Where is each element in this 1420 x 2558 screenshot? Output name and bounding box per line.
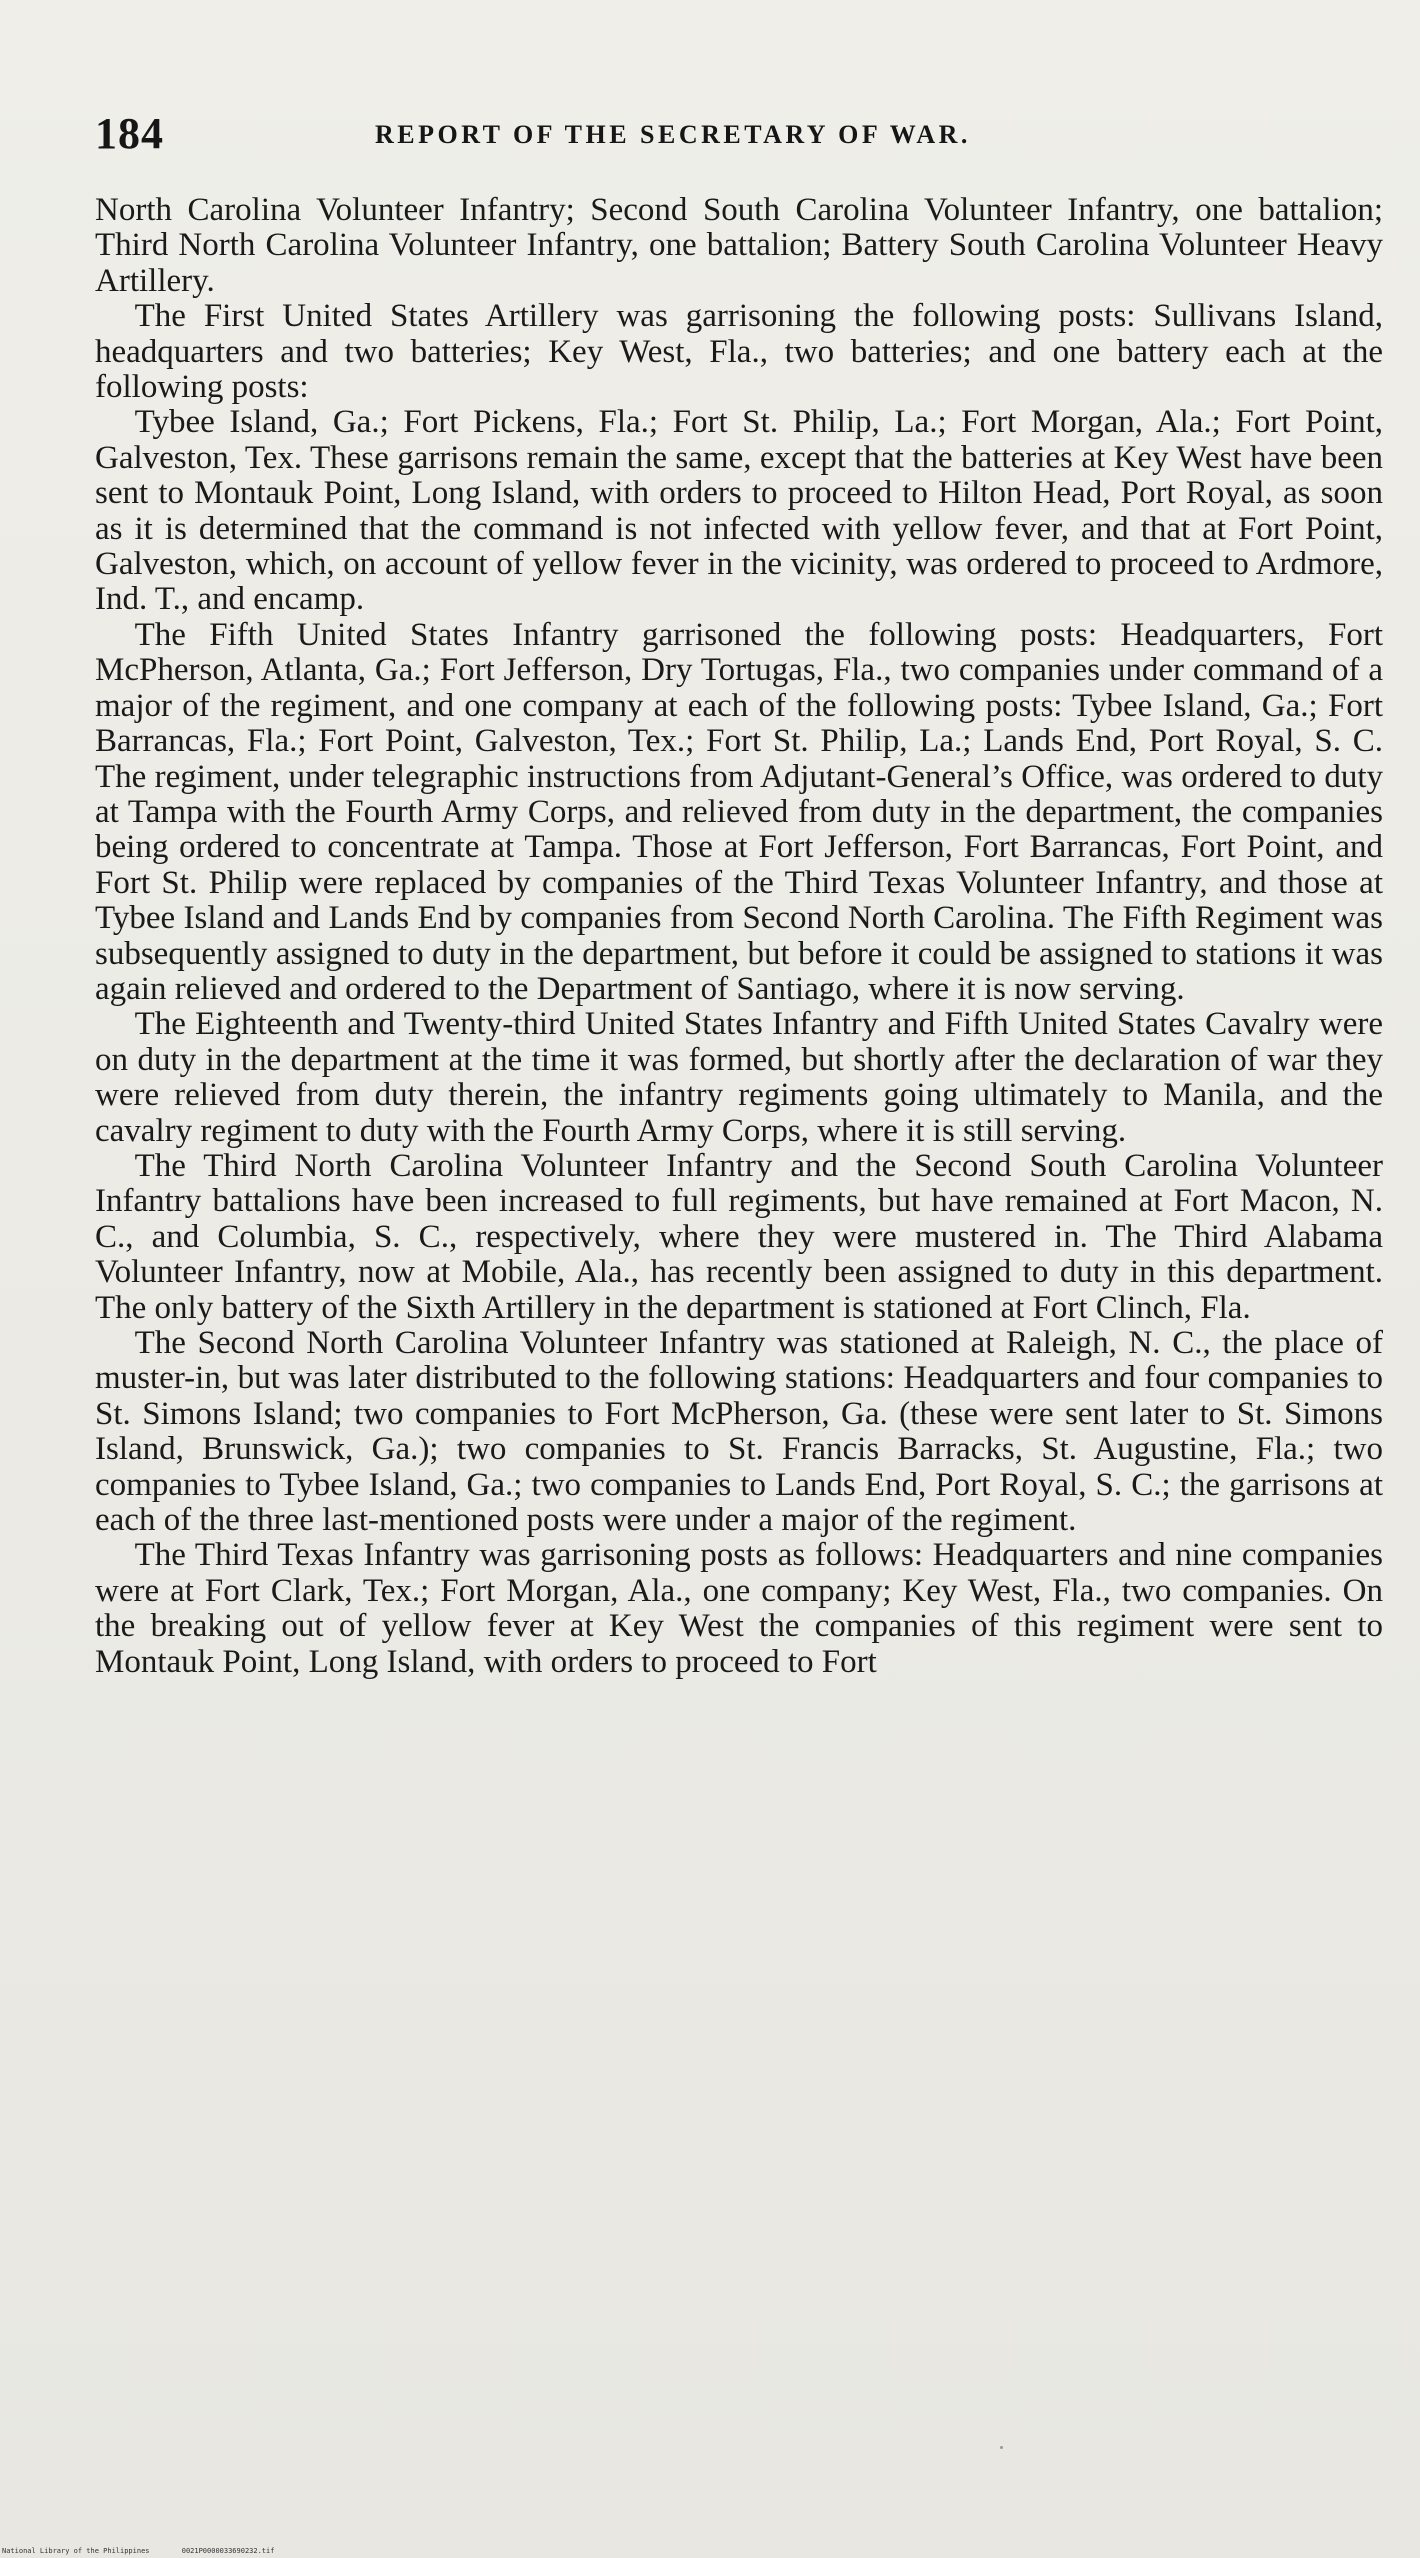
footer-source: National Library of the Philippines: [2, 2547, 150, 2555]
footer-file-id: 0021P0000033690232.tif: [181, 2547, 275, 2555]
scan-speck: [1000, 2446, 1003, 2449]
paragraph-third-texas: The Third Texas Infantry was garrisoning posts as follows: Headquarters and nine companies were at Fort Clark, Tex.; Fort Morgan, Ala., one company; Key West, Fla., two companies. On the breaking out of yellow fever at Key West the companies of this regiment were sent to Montauk Point, Long Island, with orders to proceed to Fort: [95, 1537, 1383, 1680]
scan-footer: [2, 2547, 274, 2555]
paragraph-fifth-infantry: The Fifth United States Infantry garrisoned the following posts: Headquarters, Fort McPherson, Atlanta, Ga.; Fort Jefferson, Dry Tortugas, Fla., two companies under command of a major of the regiment, and one company at each of the following posts: Tybee Island, Ga.; Fort Barrancas, Fla.; Fort Point, Galveston, Tex.; Fort St. Philip, La.; Lands End, Port Royal, S. C. The regiment, under telegraphic instructions from Adjutant-General’s Office, was ordered to duty at Tampa with the Fourth Army Corps, and relieved from duty in the department, the companies being ordered to concentrate at Tampa. Those at Fort Jefferson, Fort Barrancas, Fort Point, and Fort St. Philip were replaced by companies of the Third Texas Volunteer Infantry, and those at Tybee Island and Lands End by companies from Second North Carolina. The Fifth Regiment was subsequently assigned to duty in the department, but before it could be assigned to stations it was again relieved and ordered to the Department of Santiago, where it is now serving.: [95, 616, 1383, 1007]
paragraph-continuation: North Carolina Volunteer Infantry; Second South Carolina Volunteer Infantry, one battalion; Third North Carolina Volunteer Infantry, one battalion; Battery South Carolina Volunteer Heavy Artillery.: [95, 192, 1383, 299]
paragraph-first-artillery: The First United States Artillery was garrisoning the following posts: Sullivans Island, headquarters and two batteries; Key West, Fla., two batteries; and one battery each at the following posts:: [95, 298, 1383, 406]
running-head: REPORT OF THE SECRETARY OF WAR.: [375, 120, 971, 149]
paragraph-second-north-carolina: The Second North Carolina Volunteer Infantry was stationed at Raleigh, N. C., the place of muster-in, but was later distributed to the following stations: Headquarters and four companies to St. Simons Island; two companies to Fort McPherson, Ga. (these were sent later to St. Simons Island, Brunswick, Ga.); two companies to St. Francis Barracks, St. Augustine, Fla.; two companies to Tybee Island, Ga.; two companies to Lands End, Port Royal, S. C.; the garrisons at each of the three last-mentioned posts were under a major of the regiment.: [95, 1325, 1383, 1539]
body-text: [95, 193, 1383, 1680]
page-number: 184: [95, 109, 164, 158]
paragraph-garrison-posts: Tybee Island, Ga.; Fort Pickens, Fla.; Fort St. Philip, La.; Fort Morgan, Ala.; Fort Point, Galveston, Tex. These garrisons remain the same, except that the batteries at Key West have been sent to Montauk Point, Long Island, with orders to proceed to Hilton Head, Port Royal, as soon as it is determined that the command is not infected with yellow fever, and that at Fort Point, Galveston, which, on account of yellow fever in the vicinity, was ordered to proceed to Ardmore, Ind. T., and encamp.: [95, 404, 1383, 618]
page-header: [95, 108, 1385, 168]
paragraph-eighteenth-infantry: The Eighteenth and Twenty-third United States Infantry and Fifth United States Cavalry were on duty in the department at the time it was formed, but shortly after the declaration of war they were relieved from duty therein, the infantry regiments going ultimately to Manila, and the cavalry regiment to duty with the Fourth Army Corps, where it is still serving.: [95, 1006, 1383, 1149]
paragraph-third-north-carolina: The Third North Carolina Volunteer Infantry and the Second South Carolina Volunteer Infantry battalions have been increased to full regiments, but have remained at Fort Macon, N. C., and Columbia, S. C., respectively, where they were mustered in. The Third Alabama Volunteer Infantry, now at Mobile, Ala., has recently been assigned to duty in this department. The only battery of the Sixth Artillery in the department is stationed at Fort Clinch, Fla.: [95, 1147, 1383, 1326]
